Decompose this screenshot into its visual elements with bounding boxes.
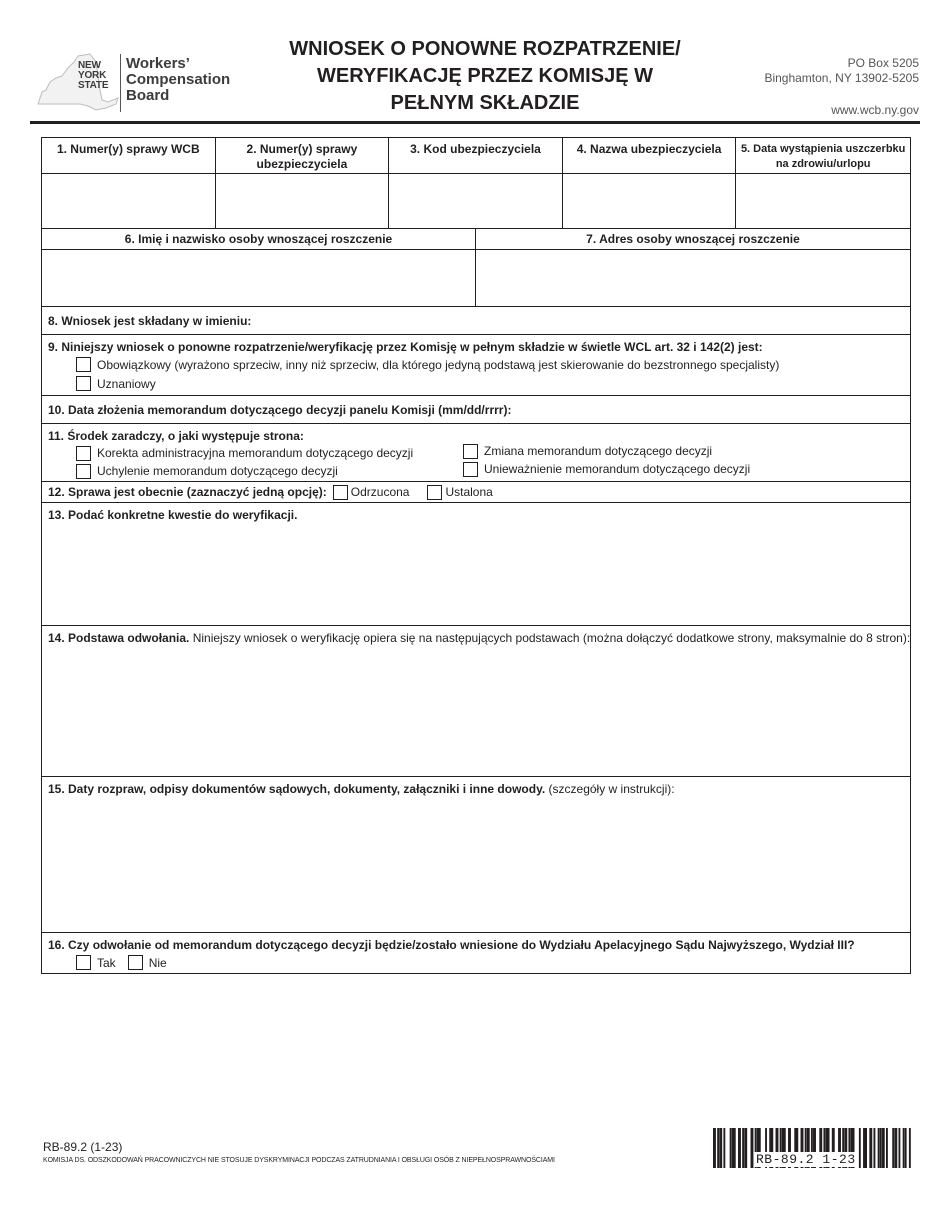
established-label: Ustalona — [445, 485, 493, 499]
title-line: PEŁNYM SKŁADZIE — [390, 92, 580, 114]
filed-on-behalf-row[interactable] — [42, 307, 910, 335]
barcode-bar — [738, 1128, 741, 1168]
discretionary-checkbox[interactable] — [76, 376, 91, 391]
discretionary-option[interactable] — [48, 374, 904, 393]
logo-wcb-line: Board — [126, 87, 170, 104]
carrier-code-label: 3. Kod ubezpieczyciela — [389, 138, 563, 173]
case-status-row — [42, 482, 910, 503]
barcode-bar — [880, 1128, 882, 1168]
remedy-label: 11. Środek zaradczy, o jaki występuje strona: — [48, 429, 304, 443]
case-header-row — [42, 138, 910, 174]
reversal-checkbox[interactable] — [463, 462, 478, 477]
modification-label: Zmiana memorandum dotyczącego decyzji — [484, 444, 713, 458]
request-type-row — [42, 335, 910, 396]
claimant-address-field[interactable] — [476, 250, 910, 306]
yes-checkbox[interactable] — [76, 955, 91, 970]
request-type-label: 9. Niniejszy wniosek o ponowne rozpatrzenie/weryfikację przez Komisję w pełnym składzie w świetle WCL art. 32 i 142(2) jest: — [48, 340, 763, 354]
appellate-appeal-options — [48, 953, 904, 972]
logo-state-text — [78, 61, 108, 91]
logo-state-line: NEW — [78, 60, 101, 71]
review-request-form — [41, 137, 911, 974]
no-label: Nie — [148, 955, 167, 970]
carrier-code-field[interactable] — [389, 174, 563, 228]
logo-wcb-text — [126, 56, 230, 104]
case-status-section — [42, 482, 910, 502]
wcb-case-number-field[interactable] — [42, 174, 216, 228]
established-option[interactable] — [427, 484, 492, 500]
carrier-name-field[interactable] — [563, 174, 737, 228]
evidence-label — [42, 777, 910, 932]
case-status-label: 12. Sprawa jest obecnie (zaznaczyć jedną opcję): — [48, 485, 327, 499]
address-line: Binghamton, NY 13902-5205 — [764, 71, 919, 85]
evidence-label-bold: 15. Daty rozpraw, odpisy dokumentów sądowych, dokumenty, załączniki i inne dowody. — [48, 782, 546, 796]
nys-wcb-logo — [36, 52, 236, 116]
nondiscrimination-notice: KOMISJA DS. ODSZKODOWAŃ PRACOWNICZYCH NIE STOSUJE DYSKRYMINACJI PODCZAS ZATRUDNIANIA I OBSŁUGI OSÓB Z NIEPEŁNOSPRAWNOŚCIAMI — [43, 1157, 555, 1164]
barcode-bar — [882, 1128, 885, 1168]
remedy-section — [42, 424, 910, 481]
barcode-bar — [744, 1128, 747, 1168]
barcode-bar — [886, 1128, 888, 1168]
title-line: WERYFIKACJĘ PRZEZ KOMISJĘ W — [317, 65, 653, 87]
admin-correction-label: Korekta administracyjna memorandum dotyczącego decyzji — [97, 446, 414, 460]
barcode-bar — [909, 1128, 911, 1168]
remedy-options — [48, 444, 904, 480]
logo-state-line: STATE — [78, 80, 109, 91]
barcode-bar — [873, 1128, 875, 1168]
form-code: RB-89.2 (1-23) — [43, 1140, 123, 1154]
barcode-bar — [751, 1128, 754, 1168]
logo-wcb-line: Workers’ — [126, 55, 190, 72]
barcode-bar — [717, 1128, 719, 1168]
barcode-bar — [713, 1128, 716, 1168]
grounds-row[interactable] — [42, 626, 910, 777]
appellate-appeal-label: 16. Czy odwołanie od memorandum dotyczącego decyzji będzie/zostało wniesione do Wydziału Apelacyjnego Sądu Najwyższego, Wydział III? — [48, 938, 855, 952]
remedy-options-left — [48, 444, 463, 480]
modification-checkbox[interactable] — [463, 444, 478, 459]
remedy-row — [42, 424, 910, 482]
request-type-section — [42, 335, 910, 395]
form-title — [260, 36, 710, 117]
website-link[interactable]: www.wcb.ny.gov — [831, 103, 919, 117]
mandatory-checkbox[interactable] — [76, 357, 91, 372]
carrier-name-label: 4. Nazwa ubezpieczyciela — [563, 138, 737, 173]
date-of-injury-field[interactable] — [736, 174, 910, 228]
issues-row[interactable] — [42, 503, 910, 626]
page-header — [0, 0, 950, 120]
barcode-bar — [723, 1128, 725, 1168]
header-rule — [30, 121, 920, 124]
modification-option[interactable] — [463, 442, 878, 460]
filed-on-behalf-label: 8. Wniosek jest składany w imieniu: — [48, 314, 252, 328]
barcode-bar — [903, 1128, 905, 1168]
grounds-label-bold: 14. Podstawa odwołania. — [48, 631, 190, 645]
evidence-row[interactable] — [42, 777, 910, 933]
mailing-address — [764, 56, 919, 86]
barcode-bar — [730, 1128, 732, 1168]
issues-label: 13. Podać konkretne kwestie do weryfikacji. — [48, 508, 298, 522]
claimant-name-label: 6. Imię i nazwisko osoby wnoszącej roszczenie — [42, 229, 476, 249]
appellate-appeal-row — [42, 933, 910, 973]
rescission-checkbox[interactable] — [76, 464, 91, 479]
date-of-injury-label: 5. Data wystąpienia uszczerbku na zdrowiu/urlopu — [740, 143, 906, 170]
claimant-address-label: 7. Adres osoby wnoszącej roszczenie — [586, 232, 800, 246]
decision-date-row[interactable] — [42, 396, 910, 424]
mandatory-option-label: Obowiązkowy (wyrażono sprzeciw, inny niż sprzeciw, dla którego jedyną podstawą jest skierowanie do bezstronnego specjalisty) — [97, 357, 780, 372]
appellate-appeal-section — [42, 933, 910, 973]
carrier-case-number-label: 2. Numer(y) sprawy ubezpieczyciela — [216, 138, 390, 173]
barcode-bar — [905, 1128, 907, 1168]
case-input-row — [42, 174, 910, 229]
claimant-input-row — [42, 250, 910, 307]
claimant-name-field[interactable] — [42, 250, 476, 306]
barcode-bar — [865, 1128, 867, 1168]
evidence-label-rest: (szczegóły w instrukcji): — [545, 782, 675, 796]
barcode-bar — [719, 1128, 722, 1168]
address-line: PO Box 5205 — [847, 56, 919, 70]
barcode-bar — [734, 1128, 736, 1168]
claimant-header-row — [42, 229, 910, 250]
established-checkbox[interactable] — [427, 485, 442, 500]
disallowed-option[interactable] — [333, 484, 410, 500]
barcode-bar — [892, 1128, 894, 1168]
barcode-bar — [859, 1128, 861, 1168]
admin-correction-option[interactable] — [48, 444, 463, 462]
logo-state-line: YORK — [78, 70, 107, 81]
barcode-bar — [878, 1128, 880, 1168]
logo-divider — [120, 54, 121, 112]
barcode-bar — [742, 1128, 744, 1168]
yes-label: Tak — [97, 955, 116, 970]
grounds-label-rest: Niniejszy wniosek o weryfikację opiera się na następujących podstawach (można dołączyć dodatkowe strony, maksymalnie do 8 stron): — [189, 631, 911, 645]
rescission-option[interactable] — [48, 462, 463, 480]
mandatory-option[interactable] — [48, 355, 904, 374]
barcode-bar — [898, 1128, 900, 1168]
barcode-text: RB-89.2 1-23 — [756, 1152, 856, 1167]
title-line: WNIOSEK O PONOWNE ROZPATRZENIE/ — [289, 38, 681, 60]
reversal-option[interactable] — [463, 460, 878, 478]
decision-date-label: 10. Data złożenia memorandum dotyczącego decyzji panelu Komisji (mm/dd/rrrr): — [48, 403, 512, 417]
carrier-case-number-field[interactable] — [216, 174, 390, 228]
no-checkbox[interactable] — [128, 955, 143, 970]
disallowed-checkbox[interactable] — [333, 485, 348, 500]
rescission-label: Uchylenie memorandum dotyczącego decyzji — [97, 464, 338, 478]
remedy-options-right — [463, 444, 878, 480]
reversal-label: Unieważnienie memorandum dotyczącego decyzji — [484, 462, 751, 476]
wcb-case-number-label: 1. Numer(y) sprawy WCB — [42, 138, 216, 173]
admin-correction-checkbox[interactable] — [76, 446, 91, 461]
discretionary-option-label: Uznaniowy — [97, 376, 156, 391]
disallowed-label: Odrzucona — [350, 485, 410, 499]
barcode-bar — [869, 1128, 872, 1168]
grounds-label — [42, 626, 910, 776]
barcode-bar — [894, 1128, 897, 1168]
logo-wcb-line: Compensation — [126, 71, 231, 88]
